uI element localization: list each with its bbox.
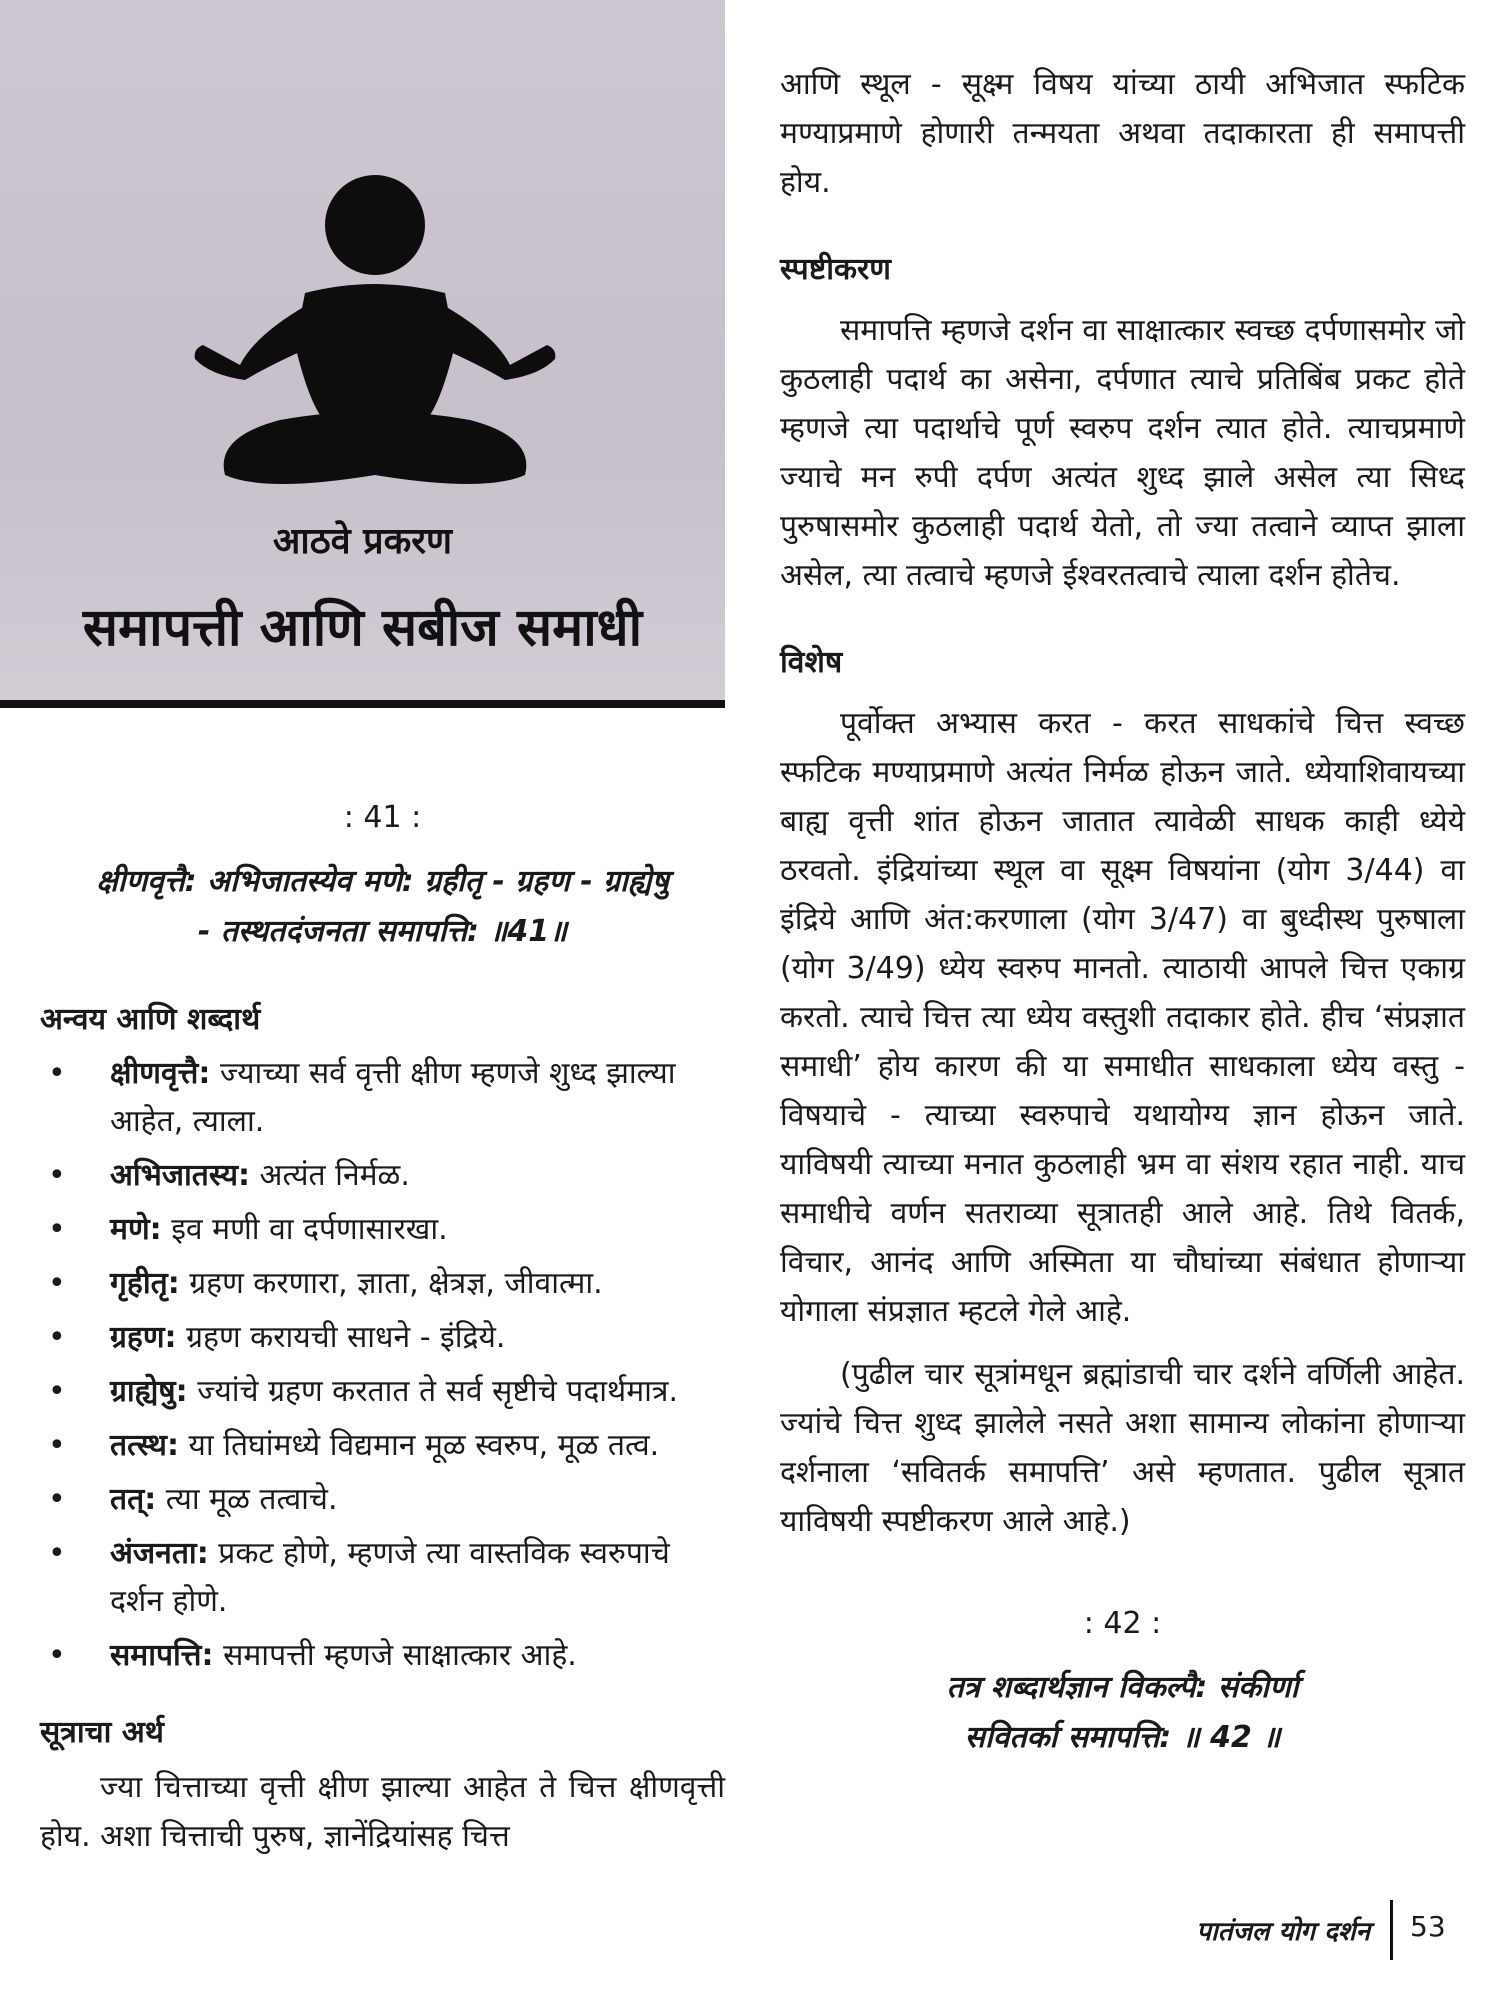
chapter-title: समापत्ती आणि सबीज समाधी — [82, 598, 643, 658]
term-item — [40, 1476, 725, 1524]
anvay-heading: अन्वय आणि शब्दार्थ — [40, 1002, 261, 1037]
term-item — [40, 1260, 725, 1308]
term-item — [40, 1368, 725, 1416]
sutra-42-number: : 42 : — [1083, 1606, 1162, 1641]
special-text: पूर्वोक्त अभ्यास करत - करत साधकांचे चित्त स्वच्छ स्फटिक मण्याप्रमाणे अत्यंत निर्मळ होऊन जाते. ध्येयाशिवायच्या बाह्य वृत्ती शांत होऊन जातात त्यावेळी साधक काही ध्येये ठरवतो. इंद्रियांच्या स्थूल वा सूक्ष्म विषयांना (योग 3/44) वा इंद्रिये आणि अंत:करणाला (योग 3/47) वा बुध्दीस्थ पुरुषाला (योग 3/49) ध्येय स्वरुप मानतो. त्याठायी आपले चित्त एकाग्र करतो. त्याचे चित्त त्या ध्येय वस्तुशी तदाकार होते. हीच ‘संप्रज्ञात समाधी’ होय कारण की या समाधीत साधकाला ध्येय वस्तु - विषयाचे - त्याच्या स्वरुपाचे यथायोग्य ज्ञान होऊन जाते. याविषयी त्याच्या मनात कुठलाही भ्रम वा संशय रहात नाही. याच समाधीचे वर्णन सतराव्या सूत्रातही आले आहे. तिथे वितर्क, विचार, आनंद आणि अस्मिता या चौघांच्या संबंधात होणाऱ्या योगाला संप्रज्ञात म्हटले गेले आहे. — [780, 706, 1465, 1329]
term-meaning: त्या मूळ तत्वाचे. — [165, 1482, 338, 1517]
special-heading: विशेष — [780, 645, 843, 680]
term-item — [40, 1422, 725, 1470]
bullet-icon: • — [48, 1482, 66, 1517]
sutra-41-text — [40, 857, 725, 957]
term-item — [40, 1152, 725, 1200]
bullet-icon: • — [48, 1536, 66, 1571]
bullet-icon: • — [48, 1266, 66, 1301]
term-meaning: अत्यंत निर्मळ. — [259, 1158, 410, 1193]
term-item — [40, 1314, 725, 1362]
sutra-41-line-1: क्षीणवृत्तै: अभिजातस्येव मणे: ग्रहीतृ - ग्रहण - ग्राह्येषु — [96, 864, 669, 899]
clarification-text: समापत्ति म्हणजे दर्शन वा साक्षात्कार स्वच्छ दर्पणासमोर जो कुठलाही पदार्थ का असेना, दर्पणात त्याचे प्रतिबिंब प्रकट होते म्हणजे त्या पदार्थाचे पूर्ण स्वरुप दर्शन त्यात होते. त्याचप्रमाणे ज्याचे मन रुपी दर्पण अत्यंत शुध्द झाले असेल त्या सिध्द पुरुषासमोर कुठलाही पदार्थ येतो, तो ज्या तत्वाने व्याप्त झाला असेल, त्या तत्वाचे म्हणजे ईश्वरतत्वाचे त्याला दर्शन होतेच. — [780, 313, 1465, 593]
page-footer — [1100, 1900, 1460, 1960]
sutra-41-line-2: - तस्थतदंजनता समापत्ति: ॥41॥ — [197, 914, 568, 949]
term-word: अंजनता: — [110, 1536, 209, 1571]
bullet-icon: • — [48, 1212, 66, 1247]
parenthetical-text: (पुढील चार सूत्रांमधून ब्रह्मांडाची चार दर्शने वर्णिली आहेत. ज्यांचे चित्त शुध्द झालेले नसते अशा सामान्य लोकांना होणाऱ्या दर्शनाला ‘सवितर्क समापत्ति’ असे म्हणतात. पुढील सूत्रात याविषयी स्पष्टीकरण आले आहे.) — [780, 1357, 1465, 1539]
term-meaning: ज्याच्या सर्व वृत्ती क्षीण म्हणजे शुध्द झाल्या आहेत, त्याला. — [110, 1056, 676, 1139]
bullet-icon: • — [48, 1428, 66, 1463]
term-word: अभिजातस्य: — [110, 1158, 250, 1193]
term-word: क्षीणवृत्तै: — [110, 1056, 211, 1091]
term-word: ग्रहण: — [110, 1320, 177, 1355]
bullet-icon: • — [48, 1374, 66, 1409]
left-column — [40, 800, 725, 1861]
clarification-heading: स्पष्टीकरण — [780, 252, 891, 287]
sutra-meaning-heading: सूत्राचा अर्थ — [40, 1715, 164, 1750]
term-meaning: ग्रहण करायची साधने - इंद्रिये. — [186, 1320, 506, 1355]
page-number: 53 — [1410, 1910, 1446, 1943]
term-meaning: प्रकट होणे, म्हणजे त्या वास्तविक स्वरुपाचे दर्शन होणे. — [110, 1536, 670, 1619]
right-column — [780, 60, 1465, 1803]
term-item — [40, 1632, 725, 1680]
term-word: गृहीतृ: — [110, 1266, 180, 1301]
footer-divider — [1390, 1900, 1393, 1960]
term-list — [40, 1050, 725, 1680]
sutra-42-line-1: तत्र शब्दार्थज्ञान विकल्पै: संकीर्णा — [946, 1670, 1299, 1705]
chapter-label: आठवे प्रकरण — [272, 521, 453, 562]
term-item — [40, 1206, 725, 1254]
continued-text: आणि स्थूल - सूक्ष्म विषय यांच्या ठायी अभिजात स्फटिक मण्याप्रमाणे होणारी तन्मयता अथवा तदाकारता ही समापत्ती होय. — [780, 67, 1465, 200]
book-title: पातंजल योग दर्शन — [1196, 1917, 1370, 1947]
bullet-icon: • — [48, 1320, 66, 1355]
bullet-icon: • — [48, 1638, 66, 1673]
sutra-41-number: : 41 : — [343, 800, 422, 835]
sutra-meaning-text: ज्या चित्ताच्या वृत्ती क्षीण झाल्या आहेत ते चित्त क्षीणवृत्ती होय. अशा चित्ताची पुरुष, ज्ञानेंद्रियांसह चित्त — [40, 1770, 725, 1854]
bullet-icon: • — [48, 1158, 66, 1193]
term-item — [40, 1050, 725, 1146]
meditating-person-icon — [185, 175, 565, 495]
term-word: तत्स्थ: — [110, 1428, 179, 1463]
term-word: ग्राह्येषु: — [110, 1374, 188, 1409]
sutra-42-text — [780, 1663, 1465, 1763]
term-meaning: ज्यांचे ग्रहण करतात ते सर्व सृष्टीचे पदार्थमात्र. — [197, 1374, 678, 1409]
chapter-header — [0, 0, 725, 708]
term-item — [40, 1530, 725, 1626]
term-word: मणे: — [110, 1212, 162, 1247]
term-word: समापत्ति: — [110, 1638, 214, 1673]
term-meaning: इव मणी वा दर्पणासारखा. — [171, 1212, 448, 1247]
term-word: तत्: — [110, 1482, 157, 1517]
term-meaning: या तिघांमध्ये विद्यमान मूळ स्वरुप, मूळ तत्व. — [188, 1428, 660, 1463]
term-meaning: समापत्ती म्हणजे साक्षात्कार आहे. — [223, 1638, 577, 1673]
term-meaning: ग्रहण करणारा, ज्ञाता, क्षेत्रज्ञ, जीवात्मा. — [189, 1266, 603, 1301]
bullet-icon: • — [48, 1056, 66, 1091]
sutra-42-line-2: सवितर्का समापत्ति: ॥ 42 ॥ — [964, 1720, 1281, 1755]
